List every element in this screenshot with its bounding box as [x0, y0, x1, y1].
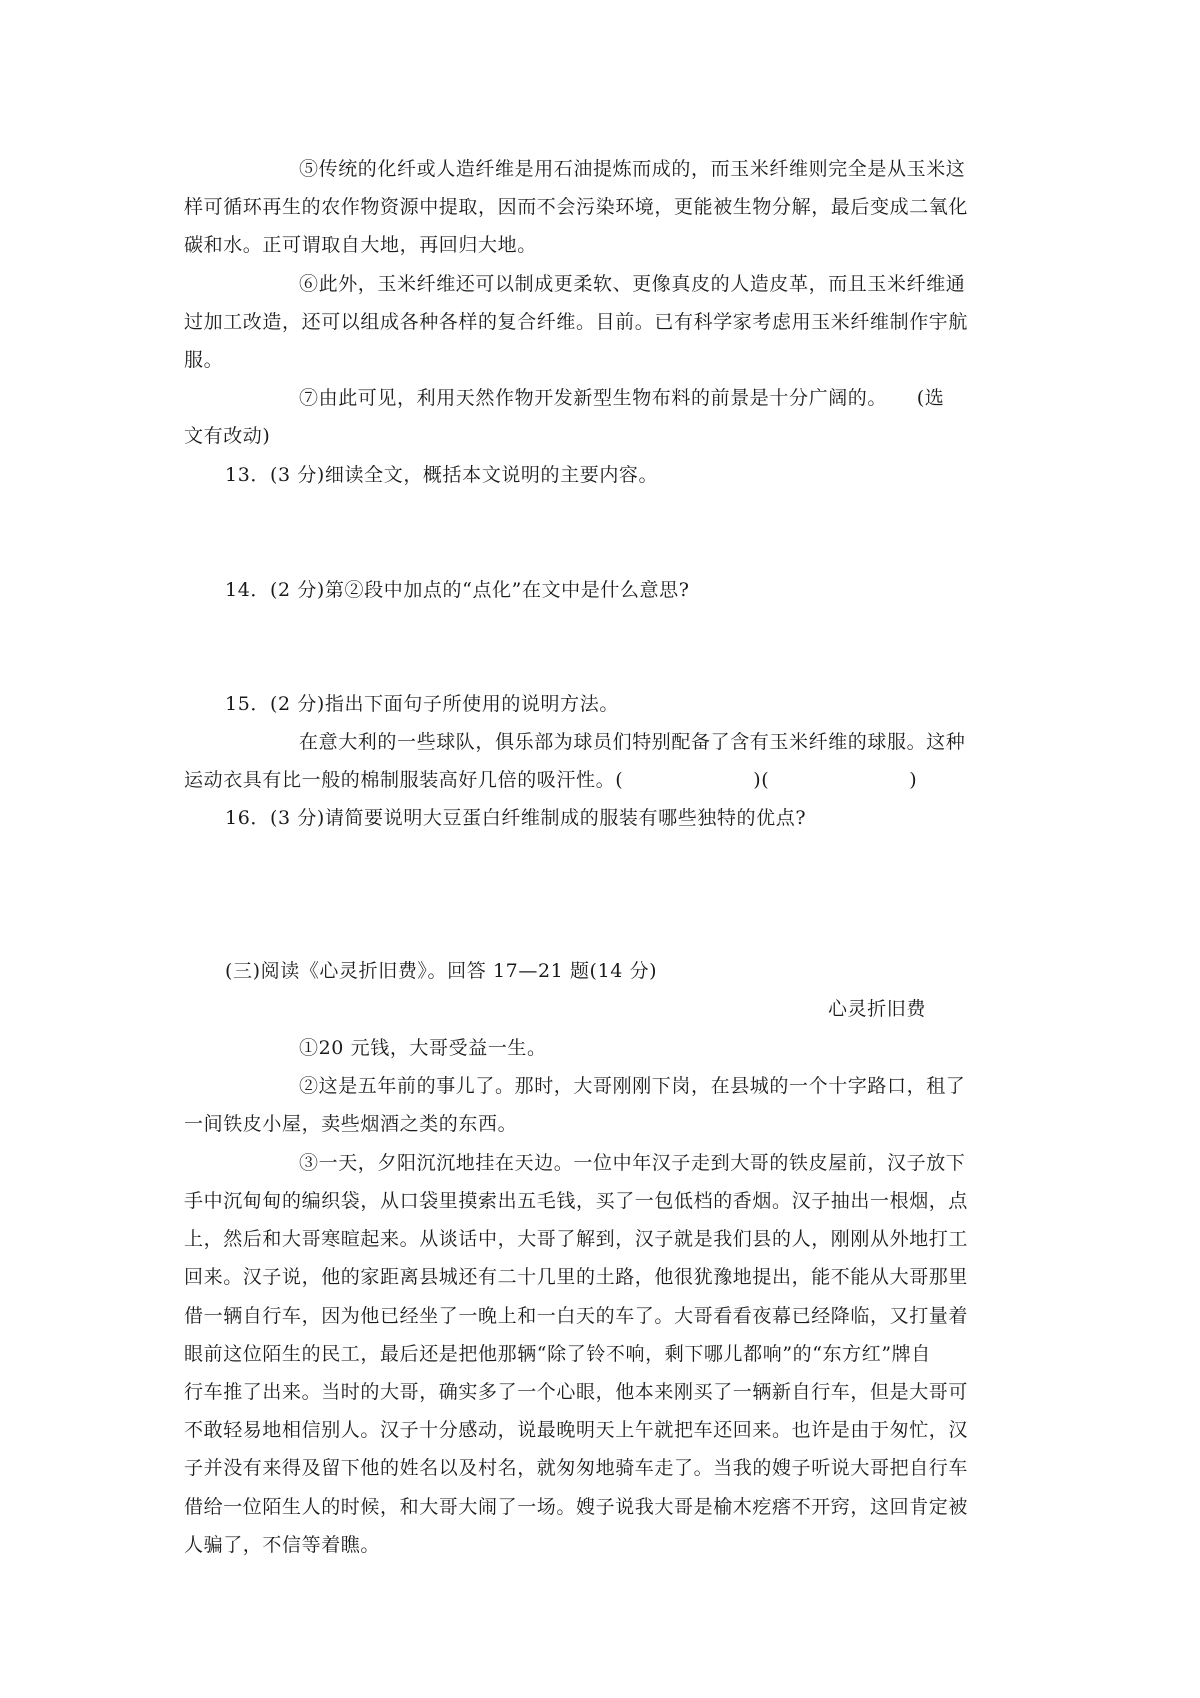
blank-separator: )( [753, 769, 770, 791]
blank-close: ) [909, 769, 918, 791]
story-paragraph-3-line-6: 眼前这位陌生的民工，最后还是把他那辆“除了铃不响，剩下哪儿都响”的“东方红”牌自 [184, 1343, 931, 1365]
question-16: 16．(3 分)请简要说明大豆蛋白纤维制成的服装有哪些独特的优点? [225, 807, 807, 829]
question-14: 14．(2 分)第②段中加点的“点化”在文中是什么意思? [225, 579, 690, 601]
story-paragraph-3-line-4: 回来。汉子说，他的家距离县城还有二十几里的土路，他很犹豫地提出，能不能从大哥那里 [184, 1266, 969, 1288]
question-15-sentence-text: 运动衣具有比一般的棉制服装高好几倍的吸汗性。( [184, 769, 624, 791]
paragraph-5-line-1: ⑤传统的化纤或人造纤维是用石油提炼而成的，而玉米纤维则完全是从玉米这 [299, 158, 966, 180]
story-paragraph-3-line-5: 借一辆自行车，因为他已经坐了一晚上和一白天的车了。大哥看看夜幕已经降临，又打量着 [184, 1305, 969, 1327]
question-13: 13．(3 分)细读全文，概括本文说明的主要内容。 [225, 464, 659, 486]
story-paragraph-3-line-3: 上，然后和大哥寒暄起来。从谈话中，大哥了解到，汉子就是我们县的人，刚刚从外地打工 [184, 1228, 969, 1250]
story-paragraph-3-line-8: 不敢轻易地相信别人。汉子十分感动，说最晚明天上午就把车还回来。也许是由于匆忙，汉 [184, 1419, 969, 1441]
paragraph-6-line-3: 服。 [184, 349, 224, 371]
question-15: 15．(2 分)指出下面句子所使用的说明方法。 [225, 693, 619, 715]
story-paragraph-3-line-1: ③一天，夕阳沉沉地挂在天边。一位中年汉子走到大哥的铁皮屋前，汉子放下 [299, 1152, 966, 1174]
story-paragraph-1: ①20 元钱，大哥受益一生。 [299, 1037, 547, 1059]
story-paragraph-2-line-1: ②这是五年前的事儿了。那时，大哥刚刚下岗，在县城的一个十字路口，租了 [299, 1075, 966, 1097]
story-paragraph-3-line-10: 借给一位陌生人的时候，和大哥大闹了一场。嫂子说我大哥是榆木疙瘩不开窍，这回肯定被 [184, 1496, 969, 1518]
paragraph-7-line-1: ⑦由此可见，利用天然作物开发新型生物布料的前景是十分广阔的。 (选 [299, 387, 945, 409]
story-title: 心灵折旧费 [828, 998, 927, 1020]
story-paragraph-3-line-9: 子并没有来得及留下他的姓名以及村名，就匆匆地骑车走了。当我的嫂子听说大哥把自行车 [184, 1457, 969, 1479]
story-paragraph-3-line-2: 手中沉甸甸的编织袋，从口袋里摸索出五毛钱，买了一包低档的香烟。汉子抽出一根烟，点 [184, 1190, 969, 1212]
paragraph-5-line-2: 样可循环再生的农作物资源中提取，因而不会污染环境，更能被生物分解，最后变成二氧化 [184, 196, 969, 218]
paragraph-7-line-2: 文有改动) [184, 425, 271, 447]
section-3-heading: (三)阅读《心灵折旧费》。回答 17—21 题(14 分) [225, 960, 658, 982]
story-paragraph-2-line-2: 一间铁皮小屋，卖些烟酒之类的东西。 [184, 1113, 518, 1135]
paragraph-5-line-3: 碳和水。正可谓取自大地，再回归大地。 [184, 234, 537, 256]
paragraph-6-line-2: 过加工改造，还可以组成各种各样的复合纤维。目前。已有科学家考虑用玉米纤维制作宇航 [184, 311, 969, 333]
story-paragraph-3-line-7: 行车推了出来。当时的大哥，确实多了一个心眼，他本来刚买了一辆新自行车，但是大哥可 [184, 1381, 969, 1403]
story-paragraph-3-line-11: 人骗了，不信等着瞧。 [184, 1534, 381, 1556]
question-15-sentence-line-2 [184, 768, 1024, 792]
paragraph-6-line-1: ⑥此外，玉米纤维还可以制成更柔软、更像真皮的人造皮革，而且玉米纤维通 [299, 273, 966, 295]
question-15-sentence-line-1: 在意大利的一些球队，俱乐部为球员们特别配备了含有玉米纤维的球服。这种 [299, 731, 966, 753]
